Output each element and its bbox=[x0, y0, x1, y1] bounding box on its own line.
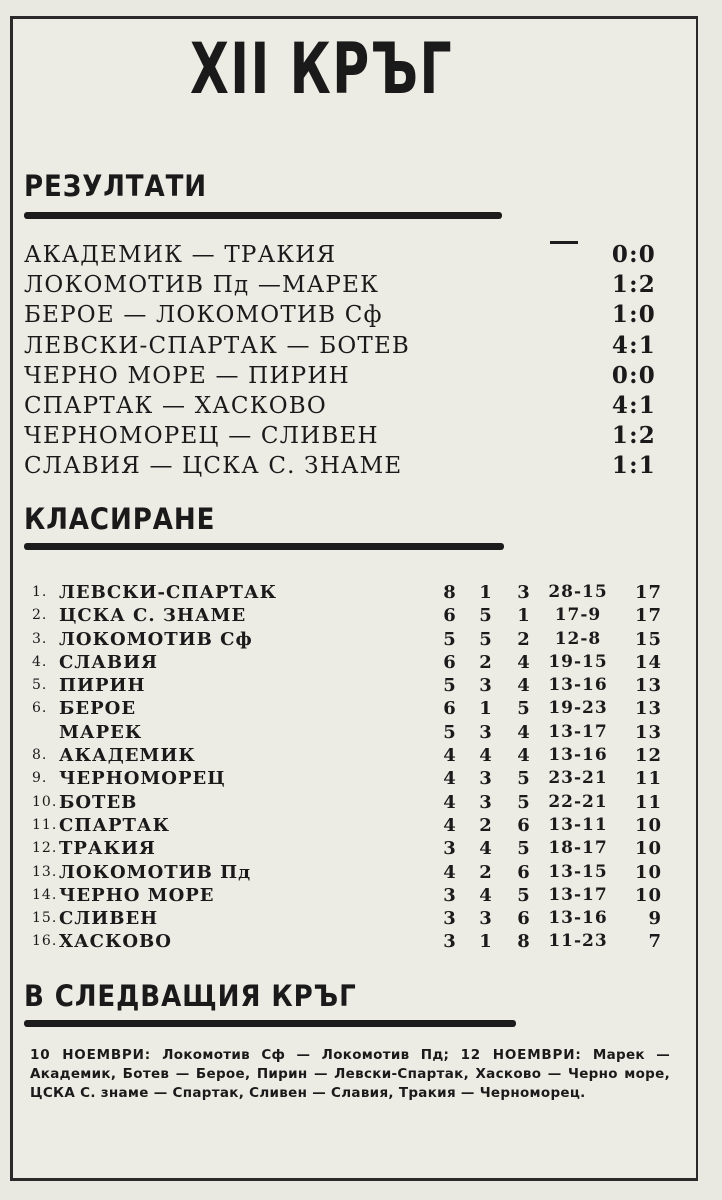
standings-rank: 11. bbox=[32, 816, 58, 833]
standings-points: 13 bbox=[634, 721, 662, 743]
standings-row bbox=[32, 744, 662, 767]
next-round-rule bbox=[24, 1020, 516, 1027]
result-match: БЕРОЕ — ЛОКОМОТИВ Сф bbox=[24, 302, 383, 329]
standings-team: АКАДЕМИК bbox=[59, 745, 196, 767]
standings-losses: 5 bbox=[517, 838, 531, 860]
standings-wins: 3 bbox=[443, 884, 457, 906]
standings-points: 11 bbox=[634, 768, 662, 790]
standings-row bbox=[32, 581, 662, 604]
next-round-date-2: 12 НОЕМВРИ: bbox=[460, 1047, 582, 1063]
standings-rank: 14. bbox=[32, 886, 58, 903]
standings-row bbox=[32, 767, 662, 790]
standings-rank: 13. bbox=[32, 863, 58, 880]
standings-draws: 3 bbox=[479, 721, 493, 743]
standings-points: 13 bbox=[634, 698, 662, 720]
standings-points: 10 bbox=[634, 814, 662, 836]
standings-points: 13 bbox=[634, 675, 662, 697]
standings-goals: 23-21 bbox=[548, 768, 608, 789]
standings-team: ЛОКОМОТИВ Сф bbox=[59, 628, 253, 650]
standings-goals: 28-15 bbox=[548, 582, 608, 602]
standings-row bbox=[32, 791, 662, 814]
standings-goals: 13-17 bbox=[548, 721, 608, 742]
result-score: 4:1 bbox=[611, 331, 656, 359]
standings-goals: 22-21 bbox=[548, 791, 608, 812]
standings-row bbox=[32, 604, 662, 627]
standings-row bbox=[32, 651, 662, 674]
standings-row bbox=[32, 721, 662, 744]
result-match: СЛАВИЯ — ЦСКА С. ЗНАМЕ bbox=[24, 453, 403, 480]
standings-goals: 12-8 bbox=[554, 628, 602, 649]
next-round-text bbox=[30, 1046, 670, 1103]
standings-draws: 2 bbox=[479, 651, 493, 673]
standings-draws: 2 bbox=[479, 814, 493, 836]
standings-points: 15 bbox=[634, 628, 662, 650]
standings-points: 17 bbox=[634, 582, 662, 603]
standings-draws: 1 bbox=[479, 698, 493, 720]
standings-draws: 5 bbox=[479, 605, 493, 627]
standings-wins: 8 bbox=[443, 582, 457, 603]
standings-losses: 5 bbox=[517, 768, 531, 790]
standings-losses: 5 bbox=[517, 791, 531, 813]
standings-rank: 10. bbox=[32, 793, 58, 810]
standings-row bbox=[32, 930, 662, 953]
standings-wins: 3 bbox=[443, 908, 457, 930]
standings-wins: 4 bbox=[443, 768, 457, 790]
standings-rank: 4. bbox=[32, 653, 48, 670]
result-score: 0:0 bbox=[611, 361, 656, 389]
standings-team: ХАСКОВО bbox=[59, 931, 172, 953]
standings-wins: 6 bbox=[443, 651, 457, 673]
standings-draws: 1 bbox=[479, 931, 493, 953]
standings-row bbox=[32, 837, 662, 860]
standings-goals: 13-11 bbox=[548, 814, 608, 835]
standings-rank: 8. bbox=[32, 747, 48, 764]
standings-heading: КЛАСИРАНЕ bbox=[24, 502, 216, 536]
results-rule bbox=[24, 212, 502, 219]
standings-goals: 18-17 bbox=[548, 838, 608, 859]
standings-team: СПАРТАК bbox=[59, 814, 170, 836]
standings-row bbox=[32, 814, 662, 837]
standings-wins: 4 bbox=[443, 791, 457, 813]
result-match: ЛЕВСКИ-СПАРТАК — БОТЕВ bbox=[24, 332, 411, 359]
standings-points: 10 bbox=[634, 838, 662, 860]
page-title: XII КРЪГ bbox=[190, 28, 454, 110]
standings-losses: 6 bbox=[517, 814, 531, 836]
standings-points: 12 bbox=[634, 745, 662, 767]
standings-wins: 4 bbox=[443, 814, 457, 836]
standings-draws: 3 bbox=[479, 675, 493, 697]
result-score: 4:1 bbox=[611, 391, 656, 419]
standings-team: ЦСКА С. ЗНАМЕ bbox=[59, 605, 247, 627]
standings-losses: 3 bbox=[517, 582, 531, 603]
standings-row bbox=[32, 884, 662, 907]
result-row bbox=[24, 240, 656, 270]
standings-wins: 6 bbox=[443, 698, 457, 720]
standings-team: ЛЕВСКИ-СПАРТАК bbox=[59, 582, 277, 603]
next-round-date-1: 10 НОЕМВРИ: bbox=[30, 1047, 151, 1063]
standings-points: 17 bbox=[634, 605, 662, 627]
standings-losses: 4 bbox=[517, 675, 531, 697]
standings-losses: 4 bbox=[517, 721, 531, 743]
result-match: СПАРТАК — ХАСКОВО bbox=[24, 392, 327, 419]
result-row bbox=[24, 391, 656, 421]
standings-table bbox=[32, 581, 662, 954]
standings-draws: 4 bbox=[479, 884, 493, 906]
standings-rank: 3. bbox=[32, 630, 48, 647]
next-round-heading: В СЛЕДВАЩИЯ КРЪГ bbox=[24, 979, 357, 1013]
result-score: 1:1 bbox=[611, 452, 656, 480]
standings-team: БОТЕВ bbox=[59, 791, 138, 813]
standings-draws: 2 bbox=[479, 861, 493, 883]
standings-rank: 9. bbox=[32, 770, 48, 787]
result-score: 1:2 bbox=[611, 271, 656, 299]
standings-rank: 16. bbox=[32, 933, 58, 950]
standings-rank: 2. bbox=[32, 607, 48, 624]
standings-losses: 6 bbox=[517, 861, 531, 883]
next-round-fixtures-2: Марек — Академик, Ботев — Берое, Пирин — Левски-Спартак, Хасково — Черно море, ЦСКА С. знаме — Спартак, Сливен — Славия, Тракия — Черноморец. bbox=[30, 1047, 670, 1101]
standings-wins: 5 bbox=[443, 721, 457, 743]
results-list bbox=[24, 240, 656, 482]
standings-draws: 5 bbox=[479, 628, 493, 650]
standings-row bbox=[32, 628, 662, 651]
standings-row bbox=[32, 674, 662, 697]
standings-losses: 4 bbox=[517, 745, 531, 767]
result-score: 1:2 bbox=[611, 422, 656, 450]
standings-wins: 4 bbox=[443, 745, 457, 767]
standings-team: МАРЕК bbox=[59, 721, 143, 743]
result-match: ЛОКОМОТИВ Пд —МАРЕК bbox=[24, 272, 380, 299]
standings-goals: 19-15 bbox=[548, 651, 608, 672]
standings-draws: 4 bbox=[479, 838, 493, 860]
standings-row bbox=[32, 697, 662, 720]
standings-draws: 4 bbox=[479, 745, 493, 767]
standings-goals: 13-15 bbox=[548, 861, 608, 882]
standings-wins: 5 bbox=[443, 628, 457, 650]
standings-points: 10 bbox=[634, 861, 662, 883]
standings-team: ЧЕРНО МОРЕ bbox=[59, 884, 215, 906]
standings-losses: 8 bbox=[517, 931, 531, 953]
result-row bbox=[24, 331, 656, 361]
result-row bbox=[24, 361, 656, 391]
standings-losses: 2 bbox=[517, 628, 531, 650]
standings-wins: 6 bbox=[443, 605, 457, 627]
standings-goals: 17-9 bbox=[554, 605, 602, 626]
standings-wins: 3 bbox=[443, 838, 457, 860]
standings-rank: 1. bbox=[32, 584, 48, 600]
standings-goals: 13-16 bbox=[548, 675, 608, 696]
results-heading: РЕЗУЛТАТИ bbox=[24, 169, 208, 203]
standings-rank: 12. bbox=[32, 840, 58, 857]
standings-points: 9 bbox=[648, 908, 662, 930]
standings-row bbox=[32, 907, 662, 930]
standings-team: СЛАВИЯ bbox=[59, 651, 158, 673]
standings-team: ТРАКИЯ bbox=[59, 838, 156, 860]
standings-wins: 4 bbox=[443, 861, 457, 883]
standings-rank: 5. bbox=[32, 677, 48, 694]
standings-wins: 5 bbox=[443, 675, 457, 697]
standings-goals: 13-16 bbox=[548, 908, 608, 929]
standings-rank: 6. bbox=[32, 700, 48, 717]
standings-draws: 3 bbox=[479, 768, 493, 790]
result-score: 0:0 bbox=[611, 241, 656, 268]
standings-losses: 5 bbox=[517, 884, 531, 906]
standings-team: ЛОКОМОТИВ Пд bbox=[59, 861, 252, 883]
standings-points: 10 bbox=[634, 884, 662, 906]
next-round-fixtures-1: Локомотив Сф — Локомотив Пд; bbox=[162, 1047, 450, 1063]
result-score: 1:0 bbox=[611, 301, 656, 329]
standings-row bbox=[32, 861, 662, 884]
result-row bbox=[24, 300, 656, 330]
standings-points: 7 bbox=[648, 931, 662, 953]
result-match: ЧЕРНО МОРЕ — ПИРИН bbox=[24, 362, 350, 389]
standings-team: СЛИВЕН bbox=[59, 908, 159, 930]
standings-losses: 1 bbox=[517, 605, 531, 627]
standings-rank: 15. bbox=[32, 910, 58, 927]
result-row bbox=[24, 270, 656, 300]
standings-draws: 1 bbox=[479, 582, 493, 603]
standings-goals: 11-23 bbox=[548, 931, 608, 952]
standings-losses: 4 bbox=[517, 651, 531, 673]
standings-goals: 13-16 bbox=[548, 745, 608, 766]
result-row bbox=[24, 451, 656, 481]
standings-team: ПИРИН bbox=[59, 675, 146, 697]
standings-draws: 3 bbox=[479, 908, 493, 930]
standings-team: ЧЕРНОМОРЕЦ bbox=[59, 768, 226, 790]
standings-wins: 3 bbox=[443, 931, 457, 953]
standings-goals: 13-17 bbox=[548, 884, 608, 905]
standings-points: 14 bbox=[634, 651, 662, 673]
standings-draws: 3 bbox=[479, 791, 493, 813]
standings-losses: 5 bbox=[517, 698, 531, 720]
standings-losses: 6 bbox=[517, 908, 531, 930]
result-match: АКАДЕМИК — ТРАКИЯ bbox=[24, 242, 337, 268]
standings-goals: 19-23 bbox=[548, 698, 608, 719]
result-match: ЧЕРНОМОРЕЦ — СЛИВЕН bbox=[24, 423, 379, 450]
standings-team: БЕРОЕ bbox=[59, 698, 137, 720]
standings-points: 11 bbox=[634, 791, 662, 813]
result-row bbox=[24, 421, 656, 451]
standings-rule bbox=[24, 543, 504, 550]
